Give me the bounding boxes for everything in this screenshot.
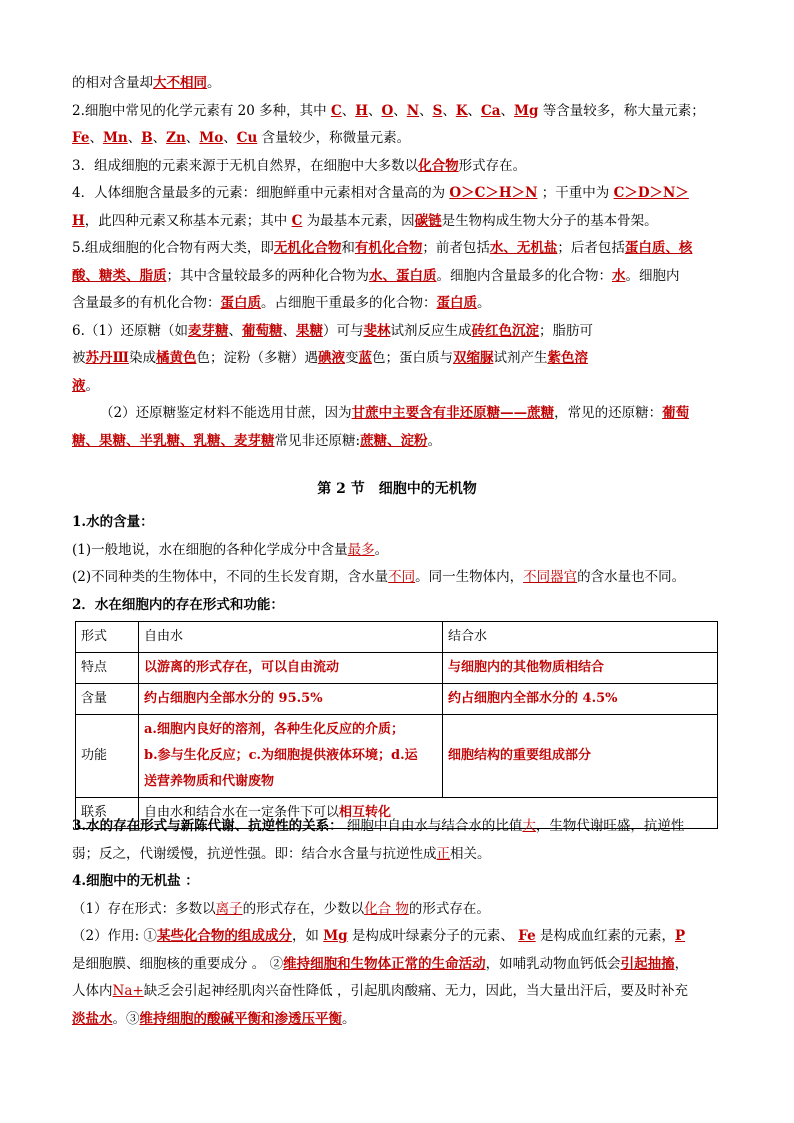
line-sugars-list: 糖、果糖、半乳糖、乳糖、麦芽糖常见非还原糖:蔗糖、淀粉。 [72, 432, 442, 449]
salt-function-1: （2）作用: ①某些化合物的组成成分，如 Mg 是构成叶绿素分子的元素、 Fe 是构成血红素的元素，P [72, 928, 686, 944]
table-cell: 自由水和结合水在一定条件下可以相互转化 [139, 798, 718, 829]
table-cell: 含量 [76, 684, 139, 715]
salt-function-4: 淡盐水。③维持细胞的酸碱平衡和渗透压平衡。 [72, 1010, 356, 1027]
table-cell: 细胞结构的重要组成部分 [443, 715, 718, 798]
line-compounds: 5.组成细胞的化合物有两大类，即无机化合物和有机化合物；前者包括水、无机盐；后者包括蛋白质、核 [72, 240, 693, 256]
line-relative-content: 的相对含量却大不相同。 [72, 75, 221, 91]
function-line: 送营养物质和代谢废物 [144, 774, 275, 789]
table-cell: 功能 [76, 715, 139, 798]
line-sugarcane: （2）还原糖鉴定材料不能选用甘蔗，因为甘蔗中主要含有非还原糖——蔗糖，常见的还原糖：葡萄 [100, 405, 690, 421]
line-compounds-2: 酸、糖类、脂质；其中含量较最多的两种化合物为水、蛋白质。细胞内含量最多的化合物：水。细胞内 [72, 267, 680, 284]
water-relation-2: 弱；反之，代谢缓慢，抗逆性强。即：结合水含量与抗逆性成正相关。 [72, 845, 491, 862]
table-cell: 特点 [76, 653, 139, 684]
table-cell: 与细胞内的其他物质相结合 [443, 653, 718, 684]
line-compounds-3: 含量最多的有机化合物：蛋白质。占细胞干重最多的化合物：蛋白质。 [72, 295, 491, 311]
water-forms-table [75, 621, 718, 829]
water-content-2: (2)不同种类的生物体中，不同的生长发育期，含水量不同。同一生物体内，不同器官的含水量也不同。 [72, 569, 686, 585]
line-macro-elements: 2.细胞中常见的化学元素有 20 多种，其中 C、H、O、N、S、K、Ca、Mg 等含量较多，称大量元素； [72, 102, 705, 119]
line-stains: 被苏丹Ⅲ染成橘黄色色；淀粉（多糖）遇碘液变蓝色；蛋白质与双缩脲试剂产生紫色溶 [72, 350, 588, 366]
table-row [76, 715, 718, 798]
line-micro-elements: Fe、Mn、B、Zn、Mo、Cu 含量较少，称微量元素。 [72, 130, 411, 146]
line-basic-elements: H，此四种元素又称基本元素；其中 C 为最基本元素，因碳链是生物构成生物大分子的基本骨架。 [72, 212, 658, 229]
table-cell: 以游离的形式存在，可以自由流动 [139, 653, 443, 684]
table-row [76, 684, 718, 715]
salt-function-3: 人体内Na+缺乏会引起神经肌肉兴奋性降低 ，引起肌肉酸痛、无力，因此，当大量出汗后，要及时补充 [72, 983, 688, 999]
function-line: a.细胞内良好的溶剂，各种生化反应的介质； [144, 722, 404, 737]
section-title: 第 2 节 细胞中的无机物 [317, 481, 477, 497]
table-cell [139, 715, 443, 798]
line-stains-end: 液。 [72, 377, 99, 394]
salt-form: （1）存在形式：多数以离子的形式存在，少数以化合 物的形式存在。 [72, 900, 490, 917]
line-reducing-sugar: 6.（1）还原糖（如麦芽糖、葡萄糖、果糖）可与斐林试剂反应生成砖红色沉淀；脂肪可 [72, 322, 593, 339]
line-element-source: 3．组成细胞的元素来源于无机自然界，在细胞中大多数以化合物形式存在。 [72, 157, 527, 174]
inorganic-salts-heading: 4.细胞中的无机盐 ： [72, 873, 199, 889]
function-line: b.参与生化反应；c.为细胞提供液体环境；d.运 [144, 748, 418, 763]
table-row [76, 653, 718, 684]
water-content-1: (1)一般地说，水在细胞的各种化学成分中含量最多。 [72, 541, 389, 558]
table-row [76, 622, 718, 653]
line-most-elements: 4．人体细胞含量最多的元素：细胞鲜重中元素相对含量高的为 O＞C＞H＞N ；干重中为 C＞D＞N＞ [72, 185, 689, 201]
table-cell: 约占细胞内全部水分的 95.5% [139, 684, 443, 715]
table-cell: 结合水 [443, 622, 718, 653]
table-cell: 自由水 [139, 622, 443, 653]
water-section [72, 509, 722, 619]
water-content-heading: 1.水的含量： [72, 514, 154, 530]
cell-elements-section [72, 70, 722, 455]
water-forms-heading: 2．水在细胞内的存在形式和功能： [72, 596, 284, 613]
water-relation-1: 3.水的存在形式与新陈代谢、抗逆性的关系： 细胞中自由水与结合水的比值大，生物代谢旺盛，抗逆性 [72, 818, 685, 834]
salt-function-2: 是细胞膜、细胞核的重要成分 。 ②维持细胞和生物体正常的生命活动，如哺乳动物血钙低会引起抽搐， [72, 955, 689, 972]
water-relation-section [72, 813, 722, 1033]
table-cell: 约占细胞内全部水分的 4.5% [443, 684, 718, 715]
table-cell: 联系 [76, 798, 139, 829]
table-cell: 形式 [76, 622, 139, 653]
